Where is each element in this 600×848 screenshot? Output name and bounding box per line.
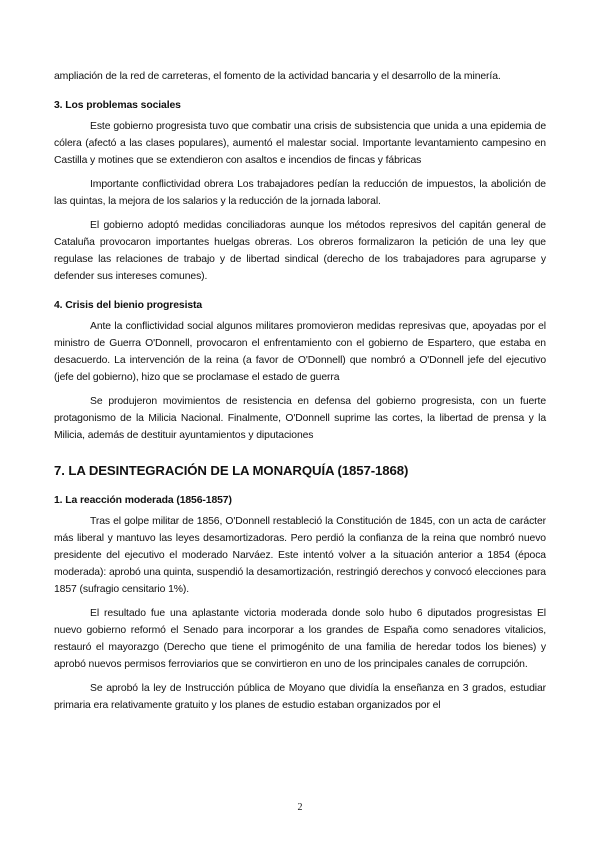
page-number: 2 bbox=[297, 802, 303, 813]
paragraph: Ante la conflictividad social algunos militares promovieron medidas represivas que, apoyadas por el ministro de Guerra O'Donnell, provocaron el enfrentamiento con el gobierno de Espartero, que estaba en desacuerdo. La intervención de la reina (a favor de O'Donnell) que nombró a O'Donnell jefe del ejecutivo (jefe del gobierno), hizo que se proclamase el estado de guerra bbox=[54, 321, 546, 383]
intro-paragraph: ampliación de la red de carreteras, el fomento de la actividad bancaria y el desarrollo de la minería. bbox=[54, 71, 501, 82]
paragraph: Tras el golpe militar de 1856, O'Donnell restableció la Constitución de 1845, con un acta de carácter más liberal y mantuvo las leyes desamortizadoras. Pero perdió la confianza de la reina que nombró nuevo presidente del ejecutivo el moderado Narváez. Este intentó volver a la situación anterior a 1854 (época moderada): aprobó una quinta, suspendió la desamortización, restringió derechos y convocó elecciones para 1857 (sufragio censitario 1%). bbox=[54, 516, 546, 595]
paragraph: Importante conflictividad obrera Los trabajadores pedían la reducción de impuestos, la abolición de las quintas, la mejora de los salarios y la reducción de la jornada laboral. bbox=[54, 179, 546, 207]
paragraph: Este gobierno progresista tuvo que combatir una crisis de subsistencia que unida a una epidemia de cólera (afectó a las clases populares), aumentó el malestar social. Importante levantamiento campesino en Castilla y motines que se extendieron con asaltos e incendios de fincas y fábricas bbox=[54, 121, 546, 166]
paragraph: El gobierno adoptó medidas conciliadoras aunque los métodos represivos del capitán general de Cataluña provocaron importantes huelgas obreras. Los obreros formalizaron la petición de una ley que regulase las relaciones de trabajo y de libertad sindical (derecho de los trabajadores para agruparse y defender sus intereses comunes). bbox=[54, 220, 546, 282]
section-heading-crisis: 4. Crisis del bienio progresista bbox=[54, 300, 203, 311]
paragraph: El resultado fue una aplastante victoria moderada donde solo hubo 6 diputados progresistas El nuevo gobierno reformó el Senado para incorporar a los grandes de España como senadores vitalicios, restauró el mayorazgo (Derecho que tiene el primogénito de una familia de heredar todos los bienes) y aprobó nuevos permisos ferroviarios que se convirtieron en uno de los principales canales de corrupción. bbox=[54, 608, 546, 670]
subsection-heading: 1. La reacción moderada (1856-1857) bbox=[54, 495, 232, 506]
section-heading-social-problems: 3. Los problemas sociales bbox=[54, 100, 181, 111]
chapter-heading: 7. LA DESINTEGRACIÓN DE LA MONARQUÍA (1857-1868) bbox=[54, 463, 409, 478]
document-body bbox=[54, 68, 546, 721]
paragraph: Se produjeron movimientos de resistencia en defensa del gobierno progresista, con un fuerte protagonismo de la Milicia Nacional. Finalmente, O'Donnell suprime las cortes, la libertad de prensa y la Milicia, además de destituir ayuntamientos y diputaciones bbox=[54, 396, 546, 441]
paragraph: Se aprobó la ley de Instrucción pública de Moyano que dividía la enseñanza en 3 grados, estudiar primaria era relativamente gratuito y los planes de estudio estaban organizados por el bbox=[54, 683, 546, 711]
